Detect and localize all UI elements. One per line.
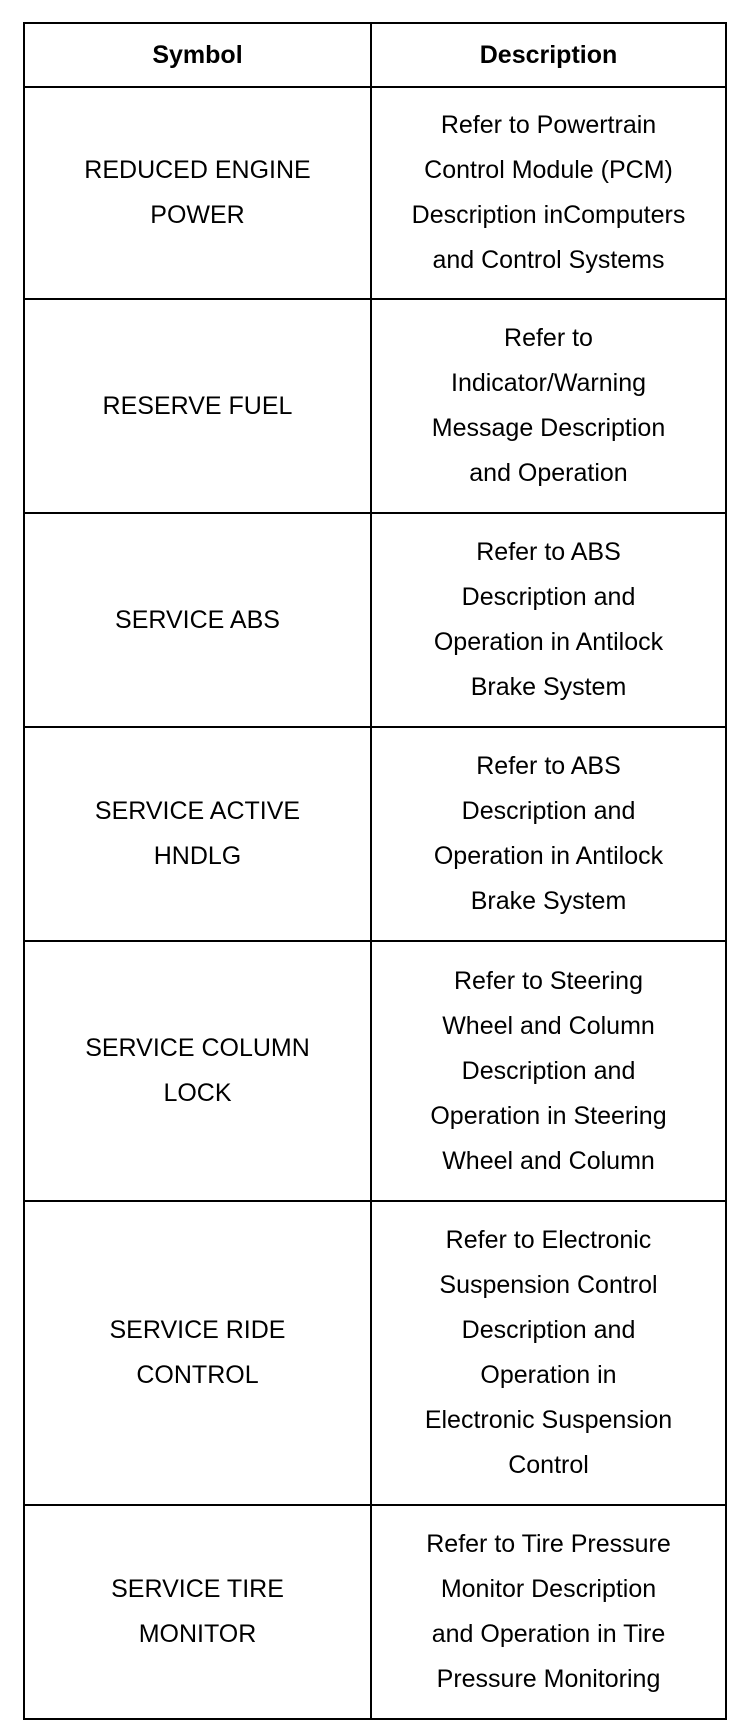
symbol-cell: SERVICE ACTIVE HNDLG: [24, 727, 371, 941]
table-row: [24, 87, 726, 299]
table-row: [24, 299, 726, 513]
description-cell: Refer to Indicator/Warning Message Description and Operation: [371, 299, 726, 513]
symbol-cell: SERVICE ABS: [24, 513, 371, 727]
symbol-cell: SERVICE RIDE CONTROL: [24, 1201, 371, 1505]
table-row: [24, 941, 726, 1201]
description-cell: Refer to ABS Description and Operation in Antilock Brake System: [371, 513, 726, 727]
table-row: [24, 1201, 726, 1505]
symbol-cell: SERVICE TIRE MONITOR: [24, 1505, 371, 1719]
description-cell: Refer to ABS Description and Operation in Antilock Brake System: [371, 727, 726, 941]
symbol-description-table: [23, 22, 727, 1720]
symbol-cell: RESERVE FUEL: [24, 299, 371, 513]
table-row: [24, 513, 726, 727]
description-cell: Refer to Tire Pressure Monitor Description and Operation in Tire Pressure Monitoring: [371, 1505, 726, 1719]
description-cell: Refer to Steering Wheel and Column Description and Operation in Steering Wheel and Column: [371, 941, 726, 1201]
symbol-cell: REDUCED ENGINE POWER: [24, 87, 371, 299]
symbol-cell: SERVICE COLUMN LOCK: [24, 941, 371, 1201]
symbol-column-header: Symbol: [24, 23, 371, 87]
table-row: [24, 727, 726, 941]
description-cell: Refer to Powertrain Control Module (PCM) Description inComputers and Control Systems: [371, 87, 726, 299]
table-row: [24, 1505, 726, 1719]
description-column-header: Description: [371, 23, 726, 87]
header-row: [24, 23, 726, 87]
description-cell: Refer to Electronic Suspension Control Description and Operation in Electronic Suspension Control: [371, 1201, 726, 1505]
